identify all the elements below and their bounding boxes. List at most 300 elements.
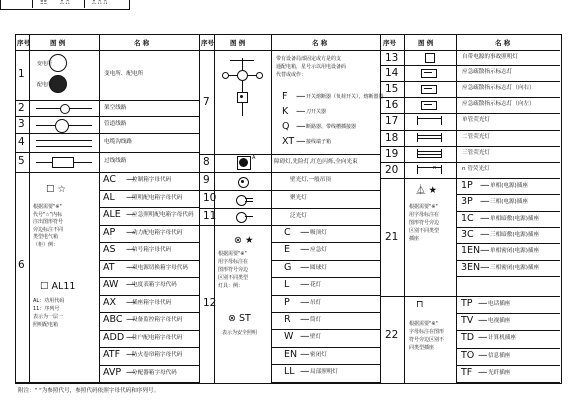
legend-line: 用字母标注在 <box>409 212 440 218</box>
code-label: AP <box>103 226 116 238</box>
code-dash: — <box>300 296 310 308</box>
row-line <box>271 277 380 278</box>
legend-line: 表示为一层一 <box>33 314 64 320</box>
title-divider <box>84 0 85 8</box>
row-line <box>199 172 380 173</box>
code-dash: — <box>300 279 310 291</box>
code-dash: — <box>300 314 310 325</box>
code-label: 1P <box>461 180 473 191</box>
code-label: ABC <box>103 314 123 325</box>
code-dash: — <box>480 228 490 240</box>
code-label: E <box>284 244 291 256</box>
spotlight-beam-icon <box>245 201 253 202</box>
code-label: 1C <box>461 212 474 224</box>
code-dash: — <box>296 106 306 117</box>
lamp-fill-icon <box>239 158 248 167</box>
desc-line: 带有设备局部固定或方是的支 <box>276 56 342 62</box>
code-dash: — <box>126 261 136 273</box>
col-line <box>29 34 30 383</box>
row-number: 11 <box>203 210 217 222</box>
panel-example-code: ☐ AL11 <box>40 281 76 292</box>
row-line <box>15 382 99 383</box>
legend-line: 同类型插座 <box>409 345 435 351</box>
row-line <box>99 260 199 261</box>
code-label: TO <box>461 349 475 361</box>
header-no: 序号 <box>17 39 30 47</box>
row-line <box>99 312 199 313</box>
row-line <box>456 260 560 261</box>
code-desc: 信号箱字母代码 <box>132 247 172 253</box>
row-line <box>380 97 560 98</box>
code-desc: 单相暗敷(电源)插座 <box>490 215 540 222</box>
code-desc: 筒灯 <box>310 317 322 323</box>
code-desc: 计算机插座 <box>488 335 516 342</box>
code-dash: — <box>480 261 490 273</box>
symbol-bar <box>230 60 254 61</box>
legend-text <box>33 204 63 249</box>
row-line <box>271 242 380 243</box>
row-line <box>99 330 199 331</box>
code-desc: 光纤插座 <box>488 369 511 376</box>
row-name: 过线线路 <box>104 158 127 164</box>
header-legend: 图 例 <box>230 39 246 47</box>
code-dash: — <box>126 191 136 203</box>
row-number: 19 <box>385 148 399 160</box>
legend-label: 变电所 <box>37 61 53 67</box>
dot-icon <box>240 95 243 98</box>
sign-arrow-icon <box>424 104 432 105</box>
row-number: 22 <box>385 329 399 341</box>
code-desc: 应急照明配电箱字母代码 <box>132 212 194 218</box>
row-line <box>15 116 200 117</box>
code-label: G <box>284 261 292 273</box>
code-dash: — <box>126 331 136 343</box>
legend-line: 根据需要"※" <box>409 321 438 327</box>
symbol-superscript: A <box>252 155 256 161</box>
code-desc: 开关熔断器（负荷开关），熔断器器 <box>306 94 384 100</box>
code-desc: 信息插座 <box>488 352 511 359</box>
header-no: 序号 <box>383 39 396 47</box>
code-desc: 动力配电箱字母代码 <box>132 229 183 236</box>
legend-line: 灯具：例： <box>218 283 244 289</box>
legend-line: 旁边标注不同 <box>33 226 64 233</box>
code-dash: — <box>480 196 490 208</box>
code-dash: — <box>478 298 488 309</box>
floodlight-beam-icon <box>245 216 253 217</box>
emergency-lamp-icon <box>425 53 435 63</box>
panel-box-icon: ☐ ☆ <box>46 184 67 195</box>
code-label: TF <box>461 366 473 378</box>
row-number: 10 <box>203 192 217 204</box>
header-name: 名 称 <box>134 39 150 47</box>
code-desc: 壁灯 <box>310 334 322 341</box>
fluorescent-tube-icon <box>417 151 441 152</box>
row-line <box>199 154 380 155</box>
code-label: K <box>282 106 289 117</box>
legend-line: 符号旁边区别不 <box>409 337 445 343</box>
code-desc: 刀开关器 <box>306 109 327 115</box>
terminal-icon <box>256 72 263 79</box>
code-label: TV <box>461 315 474 327</box>
code-desc: 设备监控箱字母代码 <box>132 317 183 323</box>
code-label: AVP <box>103 366 122 378</box>
code-desc: 接线端子箱 <box>306 139 332 145</box>
header-legend: 图 例 <box>50 39 66 47</box>
tube-count-label: n <box>433 165 437 171</box>
header-line <box>380 50 560 51</box>
row-line <box>380 162 560 163</box>
row-number: 13 <box>385 52 399 64</box>
legend-text <box>409 320 444 352</box>
row-name: 聚光灯 <box>290 195 307 201</box>
code-desc: 防火卷帘箱字母代码 <box>132 352 183 358</box>
fluorescent-tube-icon <box>417 154 441 155</box>
row-desc <box>276 55 346 79</box>
row-line <box>99 347 199 348</box>
row-name: 自带电源的事故照明灯 <box>462 54 518 60</box>
row-name: 变电所、配电所 <box>104 71 144 77</box>
code-label: Q <box>282 121 290 132</box>
row-name: 电缆沟线路 <box>104 139 132 145</box>
code-label: TD <box>461 332 475 344</box>
legend-text <box>409 203 439 243</box>
row-line <box>456 243 560 244</box>
fluorescent-tube-icon <box>417 118 441 119</box>
row-line <box>99 242 199 243</box>
sign-arrow-icon <box>424 88 432 89</box>
row-line <box>380 81 560 82</box>
code-desc: 电度表箱字母代码 <box>132 282 177 288</box>
row-line <box>380 296 560 297</box>
legend-line: 注出图形符号 <box>33 219 64 225</box>
legend-text: 表示为安全照明 <box>222 330 258 336</box>
row-number: 6 <box>18 259 25 271</box>
row-line <box>99 295 199 296</box>
code-dash: — <box>126 244 136 255</box>
row-line <box>456 211 560 212</box>
header-line <box>15 50 200 51</box>
tube-end-icon <box>441 116 442 125</box>
code-dash: — <box>296 91 306 102</box>
row-line <box>15 100 200 101</box>
tube-end-icon <box>441 165 442 174</box>
legend-line: 用字母标注在 <box>218 259 249 265</box>
code-desc: 应急灯 <box>310 247 327 254</box>
title-strip-text: ΞΞ <box>40 0 48 6</box>
code-dash: — <box>480 180 490 191</box>
exit-sign-icon <box>421 85 437 94</box>
row-line <box>456 276 560 277</box>
row-line <box>15 133 200 134</box>
code-label: ATF <box>103 349 121 360</box>
row-line <box>456 382 560 383</box>
row-number: 1 <box>18 68 25 80</box>
row-line <box>271 295 380 296</box>
code-label: TP <box>461 298 473 309</box>
code-label: AW <box>103 279 119 290</box>
code-label: R <box>284 314 291 325</box>
lamp-dot-icon <box>241 180 244 183</box>
code-label: EN <box>284 348 298 360</box>
code-dash: — <box>478 332 488 344</box>
code-desc: 控制箱字母代码 <box>132 177 172 183</box>
tube-end-icon <box>441 149 442 158</box>
switch-circle-icon <box>237 70 248 81</box>
row-line <box>99 225 199 226</box>
row-line <box>456 348 560 349</box>
code-label: C <box>284 227 291 238</box>
col-line <box>404 34 405 383</box>
row-line <box>271 382 380 383</box>
code-label: 3EN <box>461 261 481 273</box>
code-label: 1EN <box>461 245 481 257</box>
manhole-icon <box>55 119 69 133</box>
code-dash: — <box>478 315 488 327</box>
row-line <box>380 65 560 66</box>
code-dash: — <box>300 366 310 378</box>
code-desc: 密闭灯 <box>310 351 327 358</box>
row-name: 管道线路 <box>104 121 127 127</box>
header-legend: 图 例 <box>418 39 434 47</box>
row-number: 21 <box>385 231 399 243</box>
code-label: L <box>284 279 290 291</box>
code-desc: 三相(电源)插座 <box>490 199 528 206</box>
row-number: 12 <box>203 297 217 309</box>
code-desc: 插座箱字母代码 <box>132 299 172 306</box>
row-number: 9 <box>203 174 210 186</box>
row-line <box>271 312 380 313</box>
header-name: 名 称 <box>312 39 328 47</box>
code-label: AL <box>103 191 115 203</box>
pole-icon <box>60 104 70 114</box>
row-name: 架空线路 <box>104 105 127 111</box>
row-name: 障碍灯,先险灯,红色闪烁,全向光束 <box>274 159 358 165</box>
header-no: 序号 <box>201 39 214 47</box>
row-line <box>271 347 380 348</box>
row-line <box>271 260 380 261</box>
footnote: 附注：" "为参照代号，参照代码依照字母代码和序列号。 <box>18 388 160 394</box>
row-number: 7 <box>203 96 210 108</box>
row-line <box>199 208 380 209</box>
row-name: 泛光灯 <box>290 213 307 219</box>
code-dash: — <box>296 121 306 132</box>
row-line <box>456 330 560 331</box>
row-line <box>199 225 380 226</box>
code-desc: 局部照明灯 <box>310 369 338 376</box>
legend-text <box>33 297 64 329</box>
row-number: 2 <box>18 102 25 114</box>
code-desc: 吊灯 <box>310 299 322 306</box>
code-label: ADD <box>103 331 125 343</box>
code-dash: — <box>300 244 310 256</box>
row-line <box>456 313 560 314</box>
legend-line: 插座 <box>409 236 420 242</box>
socket-icon: ⏅ ★ <box>416 185 438 196</box>
row-name: 应急疏散指示标志灯（向右） <box>462 85 535 91</box>
row-name: 二管荧光灯 <box>462 134 490 140</box>
legend-label: 配电所 <box>37 82 53 88</box>
row-number: 20 <box>385 164 399 176</box>
lamp-cross-icon: ⊗ ★ <box>234 235 254 246</box>
legend-line: 区别不同类型 <box>409 228 440 234</box>
spotlight-beam-icon <box>245 198 253 199</box>
legend-line: （柜）例： <box>33 241 59 248</box>
legend-line: 代号"☆"内标 <box>33 211 63 218</box>
legend-line: 字母标注在图形 <box>409 329 445 335</box>
legend-line: 根据需要"※" <box>33 204 62 210</box>
code-label: AS <box>103 244 116 255</box>
code-dash: — <box>478 349 488 361</box>
row-name: 三管荧光灯 <box>462 150 490 156</box>
header-name: 名 称 <box>495 39 511 47</box>
row-name: n 管荧光灯 <box>462 166 490 172</box>
code-dash: — <box>126 366 136 378</box>
row-line <box>456 227 560 228</box>
fluorescent-tube-icon <box>417 135 441 136</box>
code-label: 3C <box>461 228 474 240</box>
code-desc: 圆球灯 <box>310 264 327 271</box>
legend-line: 区别不同类型 <box>218 275 249 281</box>
code-desc: 照明配电箱字母代码 <box>132 194 183 201</box>
title-strip-text: ⎍ ⎍ <box>60 0 70 6</box>
legend-line: 图形符号旁边 <box>409 220 440 226</box>
fluorescent-tube-icon <box>417 138 441 139</box>
desc-line: 通配电箱，星号示以用电设备码 <box>276 64 347 70</box>
code-dash: — <box>126 279 136 290</box>
cable-trench-icon <box>36 140 92 141</box>
legend-line: 根据需要"※" <box>218 251 247 257</box>
code-label: ALE <box>103 209 121 220</box>
code-dash: — <box>296 136 306 147</box>
code-dash: — <box>300 227 310 238</box>
row-line <box>456 365 560 366</box>
code-desc: 电视插座 <box>488 318 511 325</box>
fluorescent-tube-icon <box>417 157 441 158</box>
symbol-stem <box>242 58 243 116</box>
row-line <box>15 152 200 153</box>
row-line <box>380 146 560 147</box>
tube-end-icon <box>441 133 442 142</box>
legend-line: 照明配电箱 <box>33 322 59 328</box>
row-number: 17 <box>385 115 399 127</box>
row-name: 壁光灯,一般吊顶 <box>290 177 331 183</box>
header-line <box>199 50 380 51</box>
code-desc: 三相密闭(电源)插座 <box>490 264 540 271</box>
row-number: 16 <box>385 99 399 111</box>
fluorescent-tube-icon <box>417 167 441 168</box>
code-label: XT <box>282 136 295 147</box>
code-desc: 电话插座 <box>488 301 511 307</box>
code-label: AT <box>103 261 115 273</box>
code-label: 3P <box>461 196 473 208</box>
row-line <box>99 190 199 191</box>
legend-line: 图形符号旁边 <box>218 267 249 273</box>
column-separator <box>380 34 381 383</box>
row-number: 3 <box>18 118 25 130</box>
cable-trench-icon <box>36 146 92 147</box>
legend-line: 11：序列号 <box>33 306 60 312</box>
legend-line: AL：功用代码 <box>33 298 65 304</box>
row-number: 4 <box>18 136 25 148</box>
row-line <box>99 207 199 208</box>
row-line <box>456 194 560 195</box>
row-line <box>99 277 199 278</box>
row-line <box>380 178 560 179</box>
code-label: AC <box>103 174 116 185</box>
row-number: 5 <box>18 155 25 167</box>
code-desc: 三相暗敷(电源)插座 <box>490 231 540 238</box>
code-dash: — <box>300 348 310 360</box>
row-line <box>15 172 200 173</box>
code-desc: 单相(电源)插座 <box>490 183 528 189</box>
row-line <box>99 365 199 366</box>
code-dash: — <box>126 296 136 308</box>
code-desc: 花灯 <box>310 282 322 289</box>
code-desc: 住户配电箱字母代码 <box>132 334 183 341</box>
exit-sign-icon <box>421 69 437 78</box>
exit-sign-icon <box>421 101 437 110</box>
row-number: 8 <box>203 156 210 168</box>
code-desc: 单相密闭(电源)插座 <box>490 248 540 255</box>
code-dash: — <box>480 245 490 257</box>
code-desc: 双电源切换箱字母代码 <box>132 264 188 271</box>
title-strip-text: ⎍ ⎍ ⎍ <box>92 0 108 6</box>
row-number: 14 <box>385 67 399 79</box>
row-line <box>199 190 380 191</box>
code-dash: — <box>480 212 490 224</box>
code-dash: — <box>126 209 136 220</box>
code-label: P <box>284 296 290 308</box>
crossing-box-icon <box>52 157 74 168</box>
code-desc: 分配器箱字母代码 <box>132 369 177 376</box>
floodlight-icon <box>236 212 247 223</box>
title-divider <box>32 0 33 8</box>
row-name: 单管荧光灯 <box>462 117 490 123</box>
row-line <box>380 113 560 114</box>
code-label: AX <box>103 296 117 308</box>
row-number: 15 <box>385 83 399 95</box>
code-dash: — <box>126 226 136 238</box>
code-label: F <box>282 91 288 102</box>
code-dash: — <box>300 261 310 273</box>
row-number: 18 <box>385 132 399 144</box>
legend-text <box>218 250 248 290</box>
code-label: W <box>284 331 294 343</box>
code-dash: — <box>126 174 136 185</box>
code-dash: — <box>126 314 136 325</box>
terminal-icon <box>222 72 229 79</box>
row-line <box>99 382 199 383</box>
code-dash: — <box>300 331 310 343</box>
code-desc: 断路器、带线槽插接器 <box>306 124 357 130</box>
safety-lamp-code: ⊗ ST <box>228 313 251 324</box>
row-line <box>271 364 380 365</box>
code-label: LL <box>284 366 295 378</box>
row-name: 应急疏散指示标志灯 <box>462 69 513 75</box>
code-dash: — <box>478 366 488 378</box>
code-dash: — <box>126 349 136 360</box>
code-desc: 吸顶灯 <box>310 230 327 236</box>
col-line <box>99 34 100 383</box>
row-line <box>380 130 560 131</box>
legend-line: 根据需要"※" <box>409 204 438 210</box>
legend-line: 类型电气箱 <box>33 234 59 240</box>
outlet-icon: ⊓ <box>416 299 424 310</box>
sign-arrow-icon <box>424 72 432 73</box>
row-line <box>271 329 380 330</box>
desc-line: 代替或或作： <box>276 72 307 78</box>
row-name: 应急疏散指示标志灯（向左） <box>462 101 535 107</box>
